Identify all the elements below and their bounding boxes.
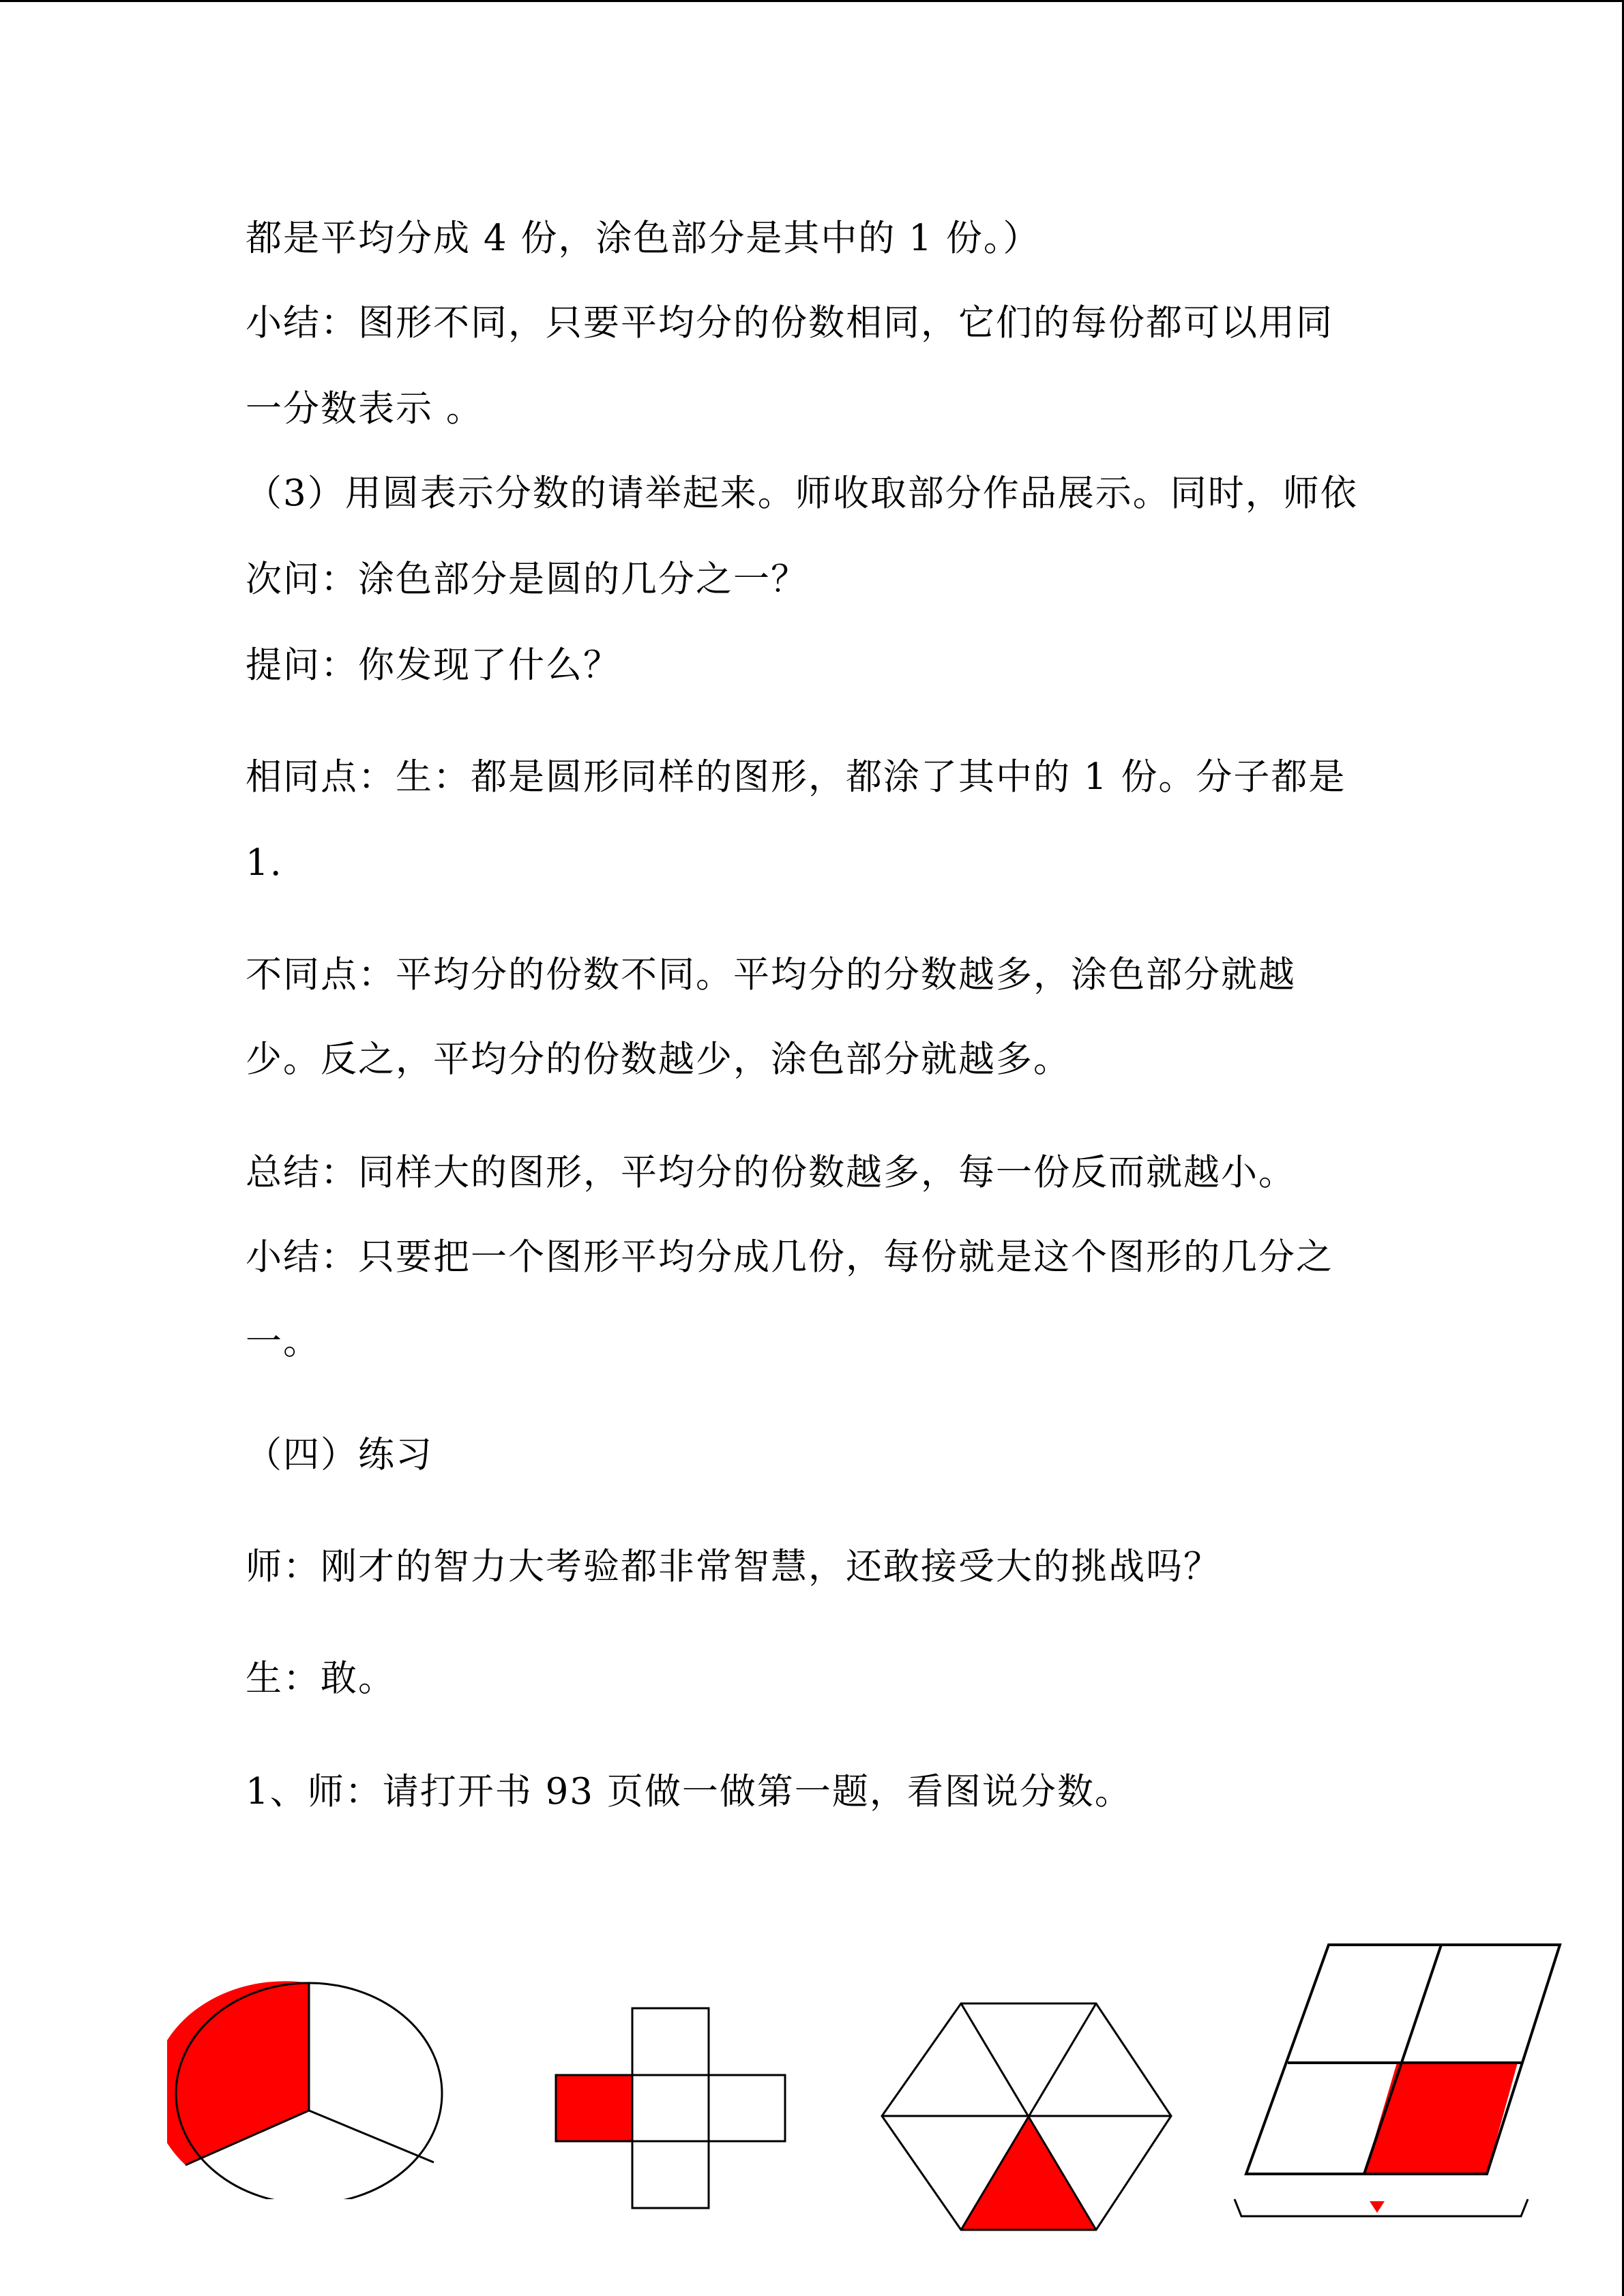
paragraph-line: 生：敢。 [246,1658,396,1699]
paragraph-line: 师：刚才的智力大考验都非常智慧，还敢接受大的挑战吗？ [246,1546,1221,1587]
circle-thirds-figure [167,1974,454,2199]
paragraph-line: 少。反之，平均分的份数越少，涂色部分就越多。 [246,1039,1071,1080]
paragraph-line: 1、师：请打开书 93 页做一做第一题，看图说分数。 [246,1771,1132,1813]
cross-square [632,2075,709,2141]
hexagon-shaded-triangle [961,2116,1096,2230]
cross-square [632,2141,709,2208]
circle-divider [309,2111,434,2162]
paragraph-line: 1. [246,842,283,884]
paragraph-line: 小结：只要把一个图形平均分成几份，每份就是这个图形的几分之 [246,1236,1333,1278]
parallelogram-quarters-figure [1231,1937,1565,2230]
cross-square [632,2008,709,2075]
paragraph-line: 提问：你发现了什么？ [246,644,621,686]
parallelogram-shaded-part [1364,2063,1518,2174]
paragraph-line: 一。 [246,1321,321,1362]
parallelogram-base-arrow [1370,2201,1385,2213]
cross-net-figure [552,2005,791,2230]
section-heading: （四）练习 [246,1434,433,1476]
paragraph-line: 小结：图形不同，只要平均分的份数相同，它们的每份都可以用同 [246,302,1333,344]
paragraph-line: 不同点：平均分的份数不同。平均分的分数越多，涂色部分就越 [246,954,1296,996]
top-border-line [0,0,1624,2]
paragraph-line: 都是平均分成 4 份，涂色部分是其中的 1 份。） [246,218,1041,259]
paragraph-line: 一分数表示 。 [246,388,484,430]
hexagon-sixths-figure [876,2001,1177,2233]
cross-shaded-square [556,2075,632,2141]
paragraph-line: 次问：涂色部分是圆的几分之一？ [246,558,808,600]
paragraph-line: 总结：同样大的图形，平均分的份数越多，每一份反而就越小。 [246,1152,1296,1193]
cross-square [709,2075,785,2141]
paragraph-line: （3）用圆表示分数的请举起来。师收取部分作品展示。同时，师依 [246,473,1358,514]
circle-shaded-sector [167,1981,309,2165]
paragraph-line: 相同点：生：都是圆形同样的图形，都涂了其中的 1 份。分子都是 [246,756,1346,798]
